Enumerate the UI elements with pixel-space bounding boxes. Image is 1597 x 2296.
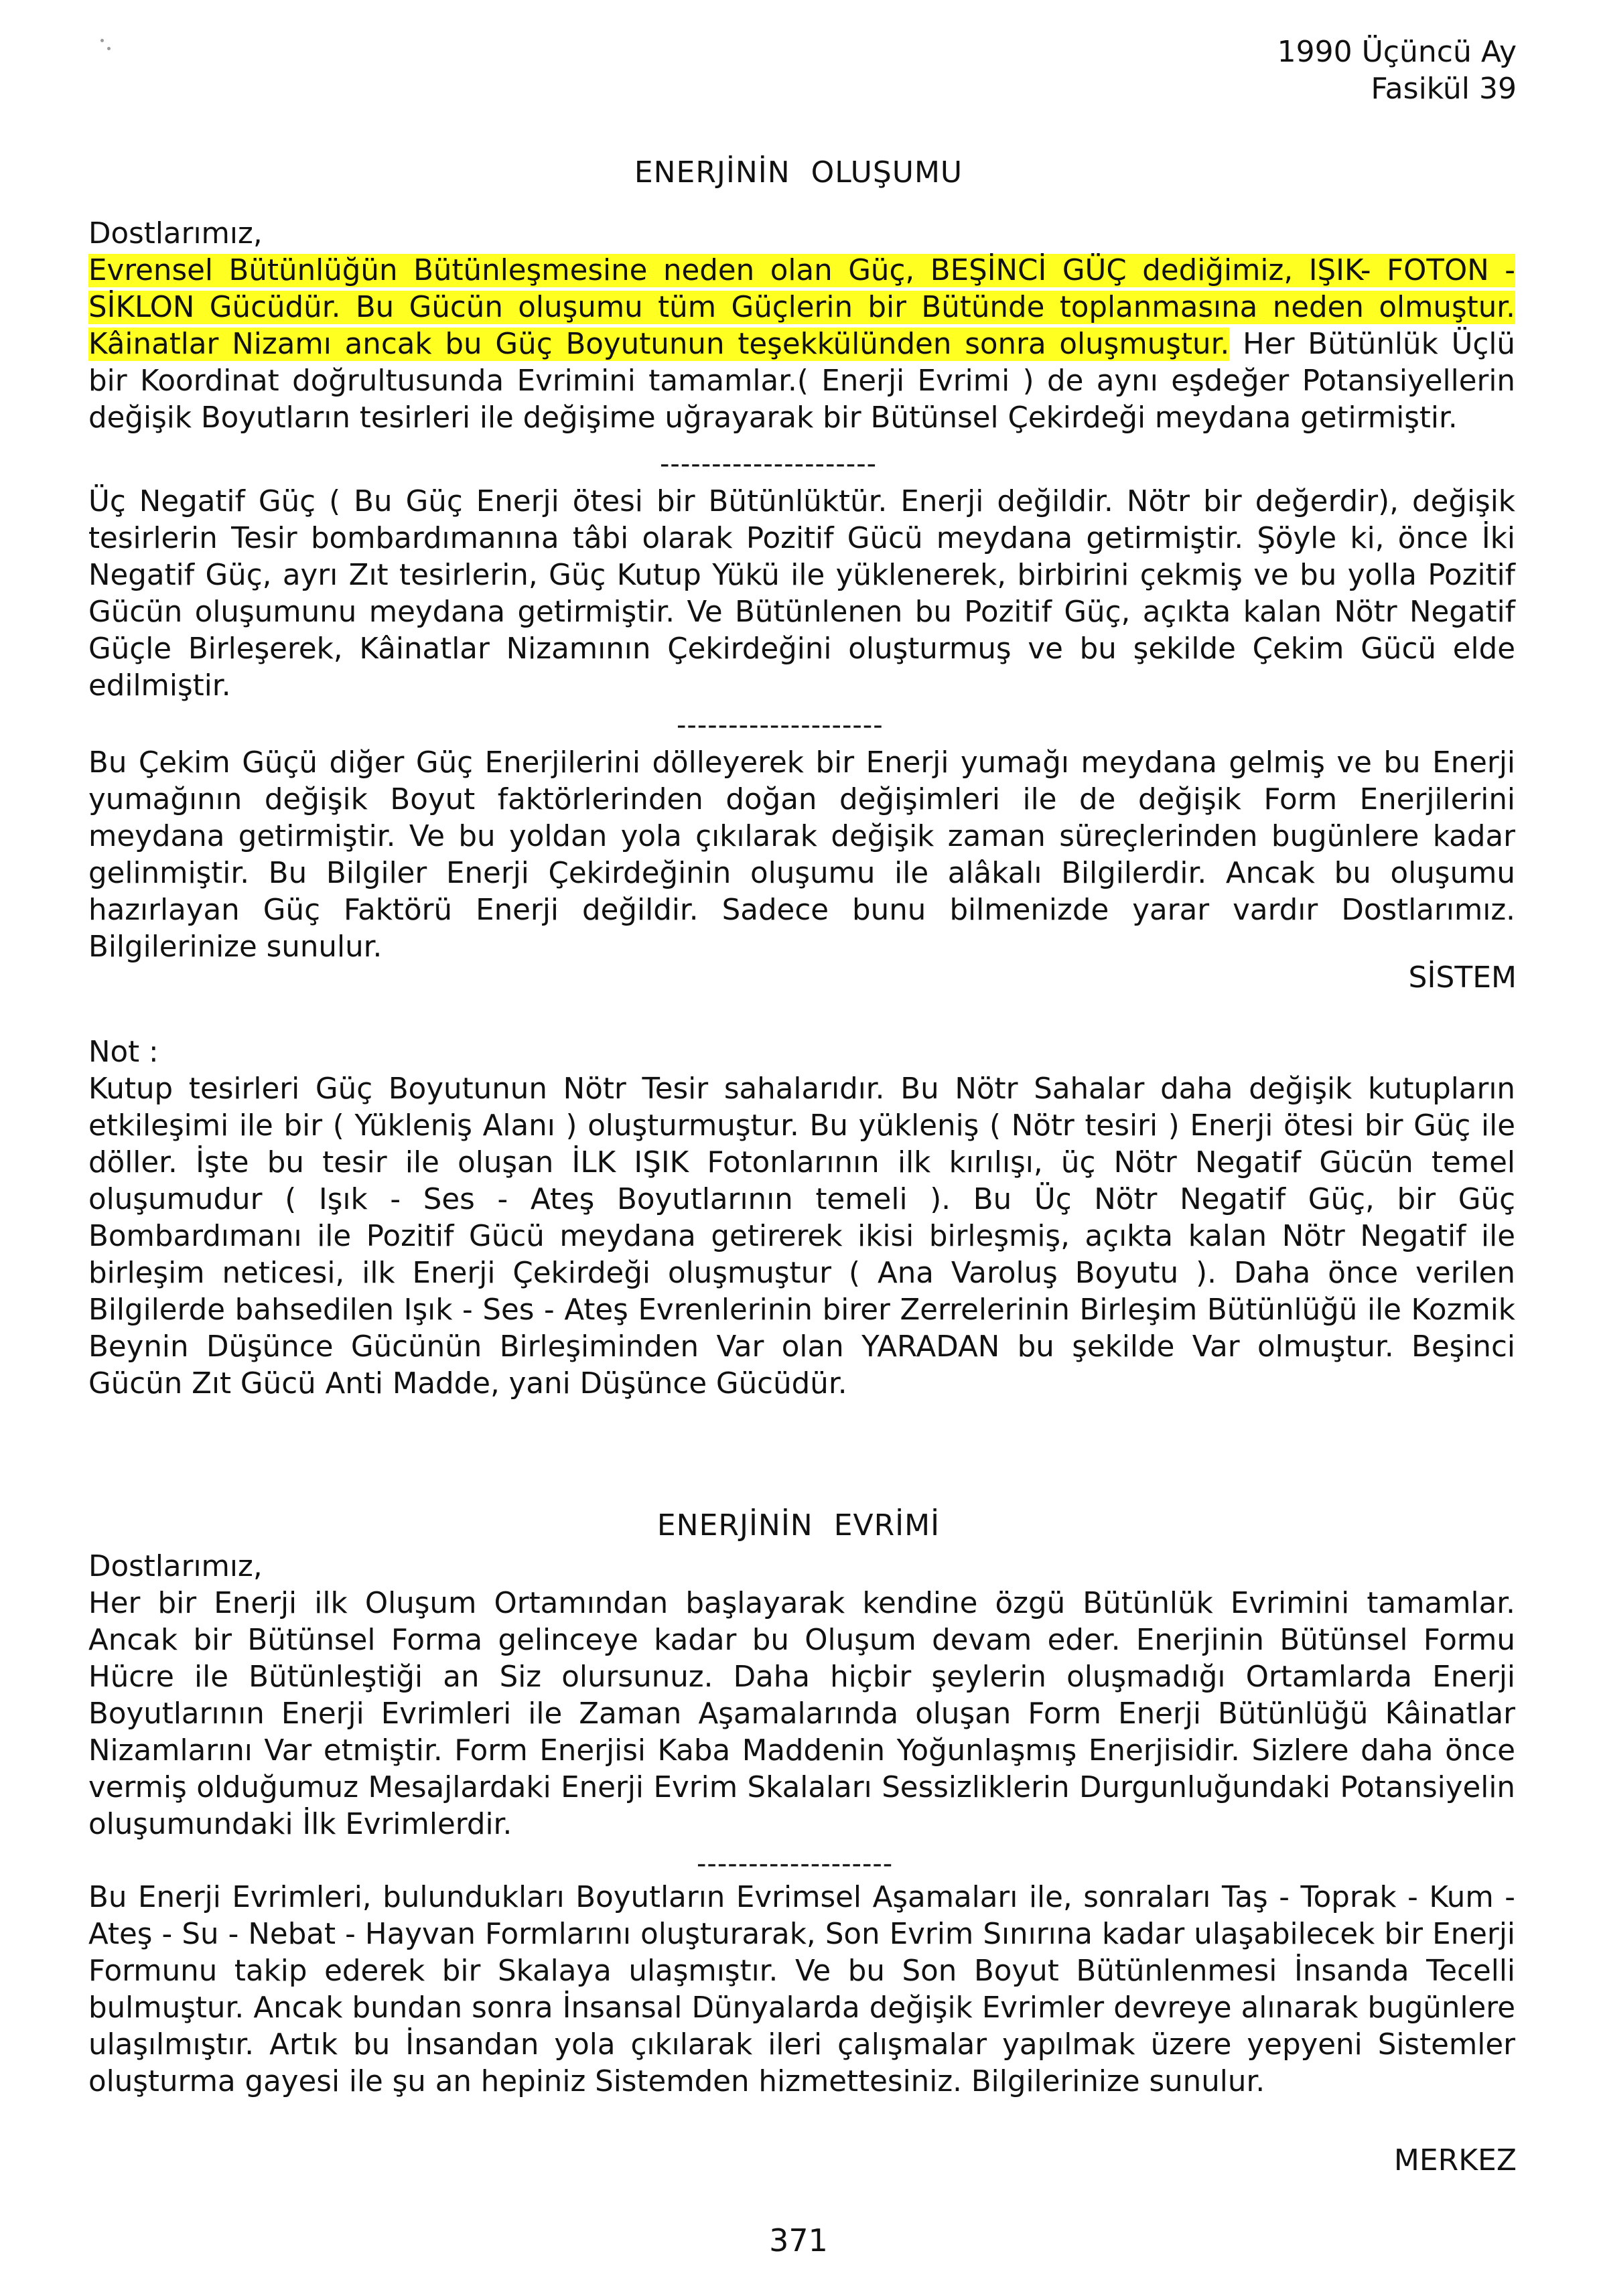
paragraph (88, 253, 1515, 437)
highlighted-text: Evrensel Bütünlüğün Bütünleşmesine neden olan Güç, BEŞİNCİ GÜÇ dediğimiz, IŞIK- FOTON - SİKLON Gücüdür. Bu Gücün oluşumu tüm Güçlerin bir Bütünde toplanmasına neden olmuştur. Kâinatlar Nizamı ancak bu Güç Boyutunun teşekkülünden sonra oluşmuştur. (88, 254, 1515, 361)
note-text: Kutup tesirleri Güç Boyutunun Nötr Tesir sahalarıdır. Bu Nötr Sahalar daha değişik kutupların etkileşimi ile bir ( Yükleniş Alanı ) oluşturmuştur. Bu yükleniş ( Nötr tesiri ) Enerji ötesi bir Güç ile döller. İşte bu tesir ile oluşan İLK IŞIK Fotonlarının ilk kırılışı, üç Nötr Negatif Gücün temel oluşumudur ( Işık - Ses - Ateş Boyutlarının temeli ). Bu Üç Nötr Negatif Güç, bir Güç Bombardımanı ile Pozitif Gücü meydana getirerek ikisi birleşmiş, açıkta kalan Nötr Negatif ile birleşim neticesi, ilk Enerji Çekirdeği oluşmuştur ( Ana Varoluş Boyutu ). Daha önce verilen Bilgilerde bahsedilen Işık - Ses - Ateş Evrenlerinin birer Zerrelerinin Birleşim Bütünlüğü ile Kozmik Beynin Düşünce Gücünün Birleşiminden Var olan YARADAN bu şekilde Var olmuştur. Beşinci Gücün Zıt Gücü Anti Madde, yani Düşünce Gücüdür. (88, 1072, 1515, 1401)
scan-speck (107, 47, 111, 50)
signature-sistem: SİSTEM (1408, 960, 1517, 995)
paragraph-text: Her Bütünlük Üçlü bir Koordinat doğrultusunda Evrimini tamamlar.( Enerji Evrimi ) de aynı eşdeğer Potansiyellerin değişik Boyutların tesirleri ile değişime uğrayarak bir Bütünsel Çekirdeği meydana getirmiştir. (88, 328, 1515, 435)
note-label: Not : (88, 1035, 159, 1069)
salutation: Dostlarımız, (88, 1550, 263, 1583)
section-olusum-body (88, 216, 1515, 437)
header-fascicle: Fasikül 39 (1371, 72, 1517, 106)
paragraph: Bu Enerji Evrimleri, bulundukları Boyutların Evrimsel Aşamaları ile, sonraları Taş - Toprak - Kum - Ateş - Su - Nebat - Hayvan Formlarını oluşturarak, Son Evrim Sınırına kadar ulaşabilecek bir Enerji Formunu takip ederek bir Skalaya ulaşmıştır. Ve bu Son Boyut Bütünlenmesi İnsanda Tecelli bulmuştur. Ancak bundan sonra İnsansal Dünyalarda değişik Evrimler devreye alınarak bugünlere ulaşılmıştır. Artık bu İnsandan yola çıkılarak ileri çalışmalar yapılmak üzere yepyeni Sistemler oluşturma gayesi ile şu an hepiniz Sistemden hizmettesiniz. Bilgilerinize sunulur. (88, 1881, 1515, 2098)
salutation: Dostlarımız, (88, 217, 263, 250)
signature-merkez: MERKEZ (1393, 2143, 1517, 2177)
paragraph: Her bir Enerji ilk Oluşum Ortamından başlayarak kendine özgü Bütünlük Evrimini tamamlar. Ancak bir Bütünsel Forma gelinceye kadar bu Oluşum devam eder. Enerjinin Bütünsel Formu Hücre ile Bütünleştiği an Siz olursunuz. Daha hiçbir şeylerin oluşmadığı Ortamlarda Enerji Boyutlarının Enerji Evrimleri ile Zaman Aşamalarında oluşan Form Enerji Bütünlüğü Kâinatlar Nizamlarını Var etmiştir. Form Enerjisi Kaba Maddenin Yoğunlaşmış Enerjisidir. Sizlere daha önce vermiş olduğumuz Mesajlardaki Enerji Evrim Skalaları Sessizliklerin Durgunluğundaki Potansiyelin oluşumundaki İlk Evrimlerdir. (88, 1587, 1515, 1841)
note-section (88, 1034, 1515, 1403)
header-month: 1990 Üçüncü Ay (1277, 35, 1517, 69)
page-number: 371 (769, 2222, 828, 2258)
separator-line: --------------------- (660, 449, 878, 480)
section-title-olusum: ENERJİNİN OLUŞUMU (634, 155, 963, 190)
scan-speck (100, 39, 104, 42)
paragraph: Üç Negatif Güç ( Bu Güç Enerji ötesi bir Bütünlüktür. Enerji değildir. Nötr bir değerdir), değişik tesirlerin Tesir bombardımanına tâbi olarak Pozitif Gücü meydana getirmiştir. Şöyle ki, önce İki Negatif Güç, ayrı Zıt tesirlerin, Güç Kutup Yükü ile yüklenerek, birbirini çekmiş ve bu yolla Pozitif Gücün oluşumunu meydana getirmiştir. Ve Bütünlenen bu Pozitif Güç, açıkta kalan Nötr Negatif Güçle Birleşerek, Kâinatlar Nizamının Çekirdeğini oluşturmuş ve bu şekilde Çekim Gücü elde edilmiştir. (88, 485, 1515, 703)
separator-line: -------------------- (677, 710, 884, 741)
section-title-evrim: ENERJİNİN EVRİMİ (656, 1508, 941, 1542)
page-header (1277, 33, 1517, 107)
separator-line: ------------------- (697, 1849, 894, 1879)
paragraph: Bu Çekim Güçü diğer Güç Enerjilerini dölleyerek bir Enerji yumağı meydana gelmiş ve bu Enerji yumağının değişik Boyut faktörlerinden doğan değişimleri ile de değişik Form Enerjilerini meydana getirmiştir. Ve bu yoldan yola çıkılarak değişik zaman süreçlerinden bugünlere kadar gelinmiştir. Bu Bilgiler Enerji Çekirdeğinin oluşumu ile alâkalı Bilgilerdir. Ancak bu oluşumu hazırlayan Güç Faktörü Enerji değildir. Sadece bunu bilmenizde yarar vardır Dostlarımız. Bilgilerinize sunulur. (88, 746, 1515, 964)
section-evrim-body (88, 1549, 1515, 1843)
